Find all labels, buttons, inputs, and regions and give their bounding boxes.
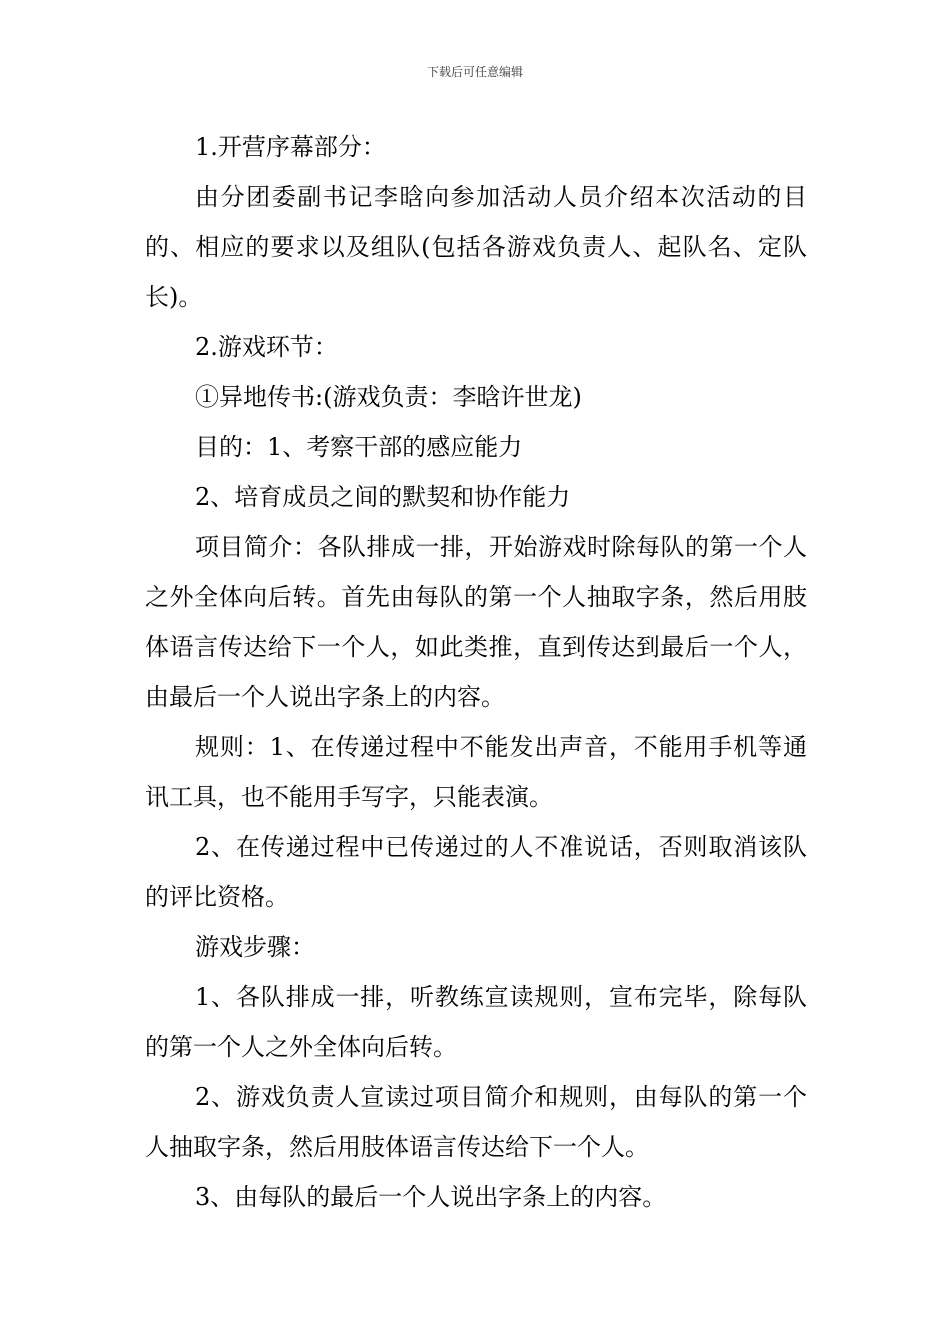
- paragraph: 2、在传递过程中已传递过的人不准说话，否则取消该队的评比资格。: [145, 833, 807, 911]
- paragraph: 由分团委副书记李晗向参加活动人员介绍本次活动的目的、相应的要求以及组队(包括各游戏负责人、起队名、定队长)。: [145, 183, 807, 311]
- paragraph: 目的：1、考察干部的感应能力: [195, 433, 523, 461]
- paragraph: 项目简介：各队排成一排，开始游戏时除每队的第一个人之外全体向后转。首先由每队的第一个人抽取字条，然后用肢体语言传达给下一个人，如此类推，直到传达到最后一个人，由最后一个人说出字条上的内容。: [145, 533, 807, 711]
- paragraph: 2、游戏负责人宣读过项目简介和规则，由每队的第一个人抽取字条，然后用肢体语言传达给下一个人。: [145, 1083, 807, 1161]
- paragraph: 2、培育成员之间的默契和协作能力: [195, 483, 571, 511]
- paragraph: 1.开营序幕部分：: [195, 133, 386, 161]
- paragraph: 1、各队排成一排，听教练宣读规则，宣布完毕，除每队的第一个人之外全体向后转。: [145, 983, 807, 1061]
- paragraph: 2.游戏环节：: [195, 333, 338, 361]
- page-header-note: 下载后可任意编辑: [426, 65, 523, 79]
- paragraph: 3、由每队的最后一个人说出字条上的内容。: [195, 1183, 667, 1211]
- paragraph: 游戏步骤：: [195, 933, 315, 961]
- paragraph: ①异地传书:(游戏负责：李晗许世龙): [195, 383, 582, 411]
- document-body: [145, 122, 807, 1222]
- paragraph: 规则：1、在传递过程中不能发出声音，不能用手机等通讯工具，也不能用手写字，只能表演。: [145, 733, 807, 811]
